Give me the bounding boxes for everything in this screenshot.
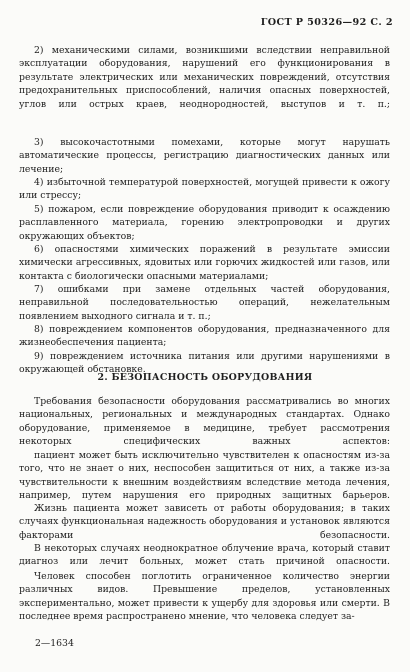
list-item-4: 4) избыточной температурой поверхностей, могущей привести к ожогу или стрессу; [19, 177, 390, 202]
list-item-8: 8) повреждением компонентов оборудования, предназначенного для жизнеобеспечения пациента; [19, 324, 390, 349]
list-item-7: 7) ошибками при замене отдельных частей оборудования, неправильной последовательностью операций, нежелательным появлением выходного сигнала и т. п.; [19, 284, 390, 322]
list-item-5: 5) пожаром, если повреждение оборудования приводит к осаждению расплавленного материала, горению электропроводки и других окружающих объектов; [19, 204, 390, 242]
section-paragraph: В некоторых случаях неоднократное облучение врача, который ставит диагноз или лечит больных, может стать причиной опасности. [19, 543, 390, 568]
list-item-2: 2) механическими силами, возникшими вследствии неправильной эксплуатации оборудования, нарушений его функционирования в результате электрических или механических повреждений, отсутствия предохранительных приспособлений, наличия опасных поверхностей, углов или острых краев, неоднородностей, выступов и т. п.; [19, 45, 390, 110]
page-header: ГОСТ Р 50326—92 С. 2 [260, 17, 393, 28]
list-item-9: 9) повреждением источника питания или другими нарушениями в окружающей обстановке. [19, 351, 390, 376]
section-heading: 2. БЕЗОПАСНОСТЬ ОБОРУДОВАНИЯ [97, 372, 313, 383]
section-paragraph: пациент может быть исключительно чувствителен к опасностям из-за того, что не знает о них, неспособен защититься от них, а также из-за чувствительности к внешним воздействиям вследствие метода лечения, например, путем нарушения его природных защитных барьеров. [19, 450, 390, 502]
page-signature: 2—1634 [35, 638, 74, 649]
section-paragraph: Требования безопасности оборудования рассматривались во многих национальных, региональных и международных стандартах. Однако оборудование, применяемое в медицине, требует рассмотрения некоторых специфических важных аспектов: [19, 396, 390, 448]
list-item-6: 6) опасностями химических поражений в результате эмиссии химически агрессивных, ядовитых или горючих жидкостей или газов, или контакта с биологически опасными материалами; [19, 244, 390, 282]
section-paragraph: Жизнь пациента может зависеть от работы оборудования; в таких случаях функциональная надежность оборудования и установок являются факторами безопасности. [19, 503, 390, 541]
list-item-3: 3) высокочастотными помехами, которые могут нарушать автоматические процессы, регистрацию диагностических данных или лечение; [19, 137, 390, 175]
section-paragraph: Человек способен поглотить ограниченное количество энергии различных видов. Превышение пределов, установленных экспериментально, может привести к ущербу для здоровья или смерти. В последнее время распространено мнение, что человека следует за- [19, 571, 390, 623]
